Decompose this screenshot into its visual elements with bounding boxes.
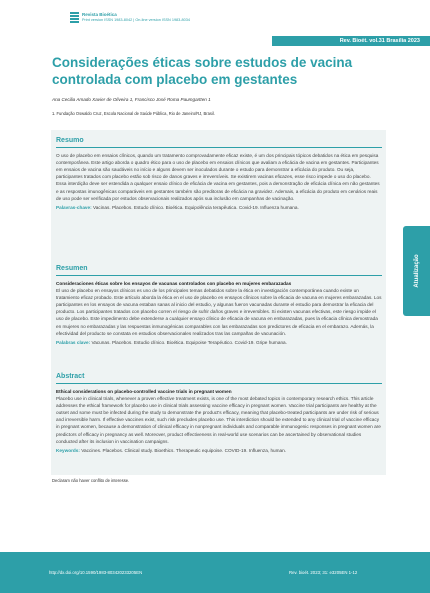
resumen-subtitle: Consideraciones éticas sobre los ensayos de vacunas controlados con placebo en mujeres embarazadas — [56, 280, 292, 286]
resumo-title: Resumo — [56, 137, 84, 144]
issue-banner-text: Rev. Bioét. vol.31 Brasília 2023 — [339, 37, 420, 44]
issue-banner — [272, 36, 430, 46]
resumen-section — [56, 265, 382, 346]
article-affiliation: 1. Fundação Oswaldo Cruz, Escola Nacional de Saúde Pública, Rio de Janeiro/RJ, Brasil. — [52, 111, 215, 116]
journal-name: Revista Bioética — [82, 12, 117, 17]
journal-logo-icon — [70, 12, 79, 24]
section-divider — [56, 275, 382, 276]
abstract-keywords-label: Keywords: — [56, 447, 80, 453]
conflict-statement: Declaram não haver conflito de interesse. — [52, 478, 130, 483]
section-divider — [56, 383, 382, 384]
resumo-keywords-label: Palavras-chave: — [56, 204, 92, 210]
section-side-tab — [403, 226, 430, 316]
doi-link[interactable]: http://dx.doi.org/10.1590/1983-803420233205EN — [49, 570, 143, 575]
abstract-keywords-text: Vaccines. Placebos. Clinical study. Bioethics. Therapeutic equipoise. COVID-19. Influenza, human. — [81, 447, 287, 453]
abstract-body: Placebo use in clinical trials, whenever a proven effective treatment exists, is one of the most debated topics in contemporary research ethics. This article addresses the ethical framework for placebo use in clinical trials assessing vaccine efficacy in pregnant women. Vaccine trial participants are healthy at the outset and some must be infected during the study to demonstrate the product's efficacy, meaning that placebo-treated participants are under risk of serious and irreversible harm. If effective vaccines exist, such risk precludes placebo use. This interdiction should be extended to any clinical trial of vaccine efficacy in pregnant women, because a demonstration of clinical efficacy in nonpregnant individuals and comparable immunogenic responses in pregnant women are predictors of efficacy in pregnancy as well. Moreover, product effectiveness in real-world use scenarios can be ascertained by observational studies conducted after its inclusion in vaccination campaigns. — [56, 395, 381, 444]
abstract-title: Abstract — [56, 373, 85, 380]
abstract-section — [56, 373, 382, 454]
page-header — [0, 0, 430, 50]
resumen-keywords-label: Palabras clave: — [56, 339, 91, 345]
resumo-keywords — [56, 204, 382, 211]
resumen-keywords-text: Vacunas. Placebos. Estudio clínico. Bioética. Equipoise Terapéutico. Covid-19. Gripe humana. — [91, 339, 287, 345]
article-authors: Ana Cecilia Amado Xavier de Oliveira 1, Francisco José Roma Paumgartten 1 — [52, 97, 211, 102]
footer-citation: Rev. bioét. 2023; 31: e3205EN 1-12 — [289, 570, 358, 575]
resumo-body: O uso de placebo em ensaios clínicos, quando um tratamento comprovadamente eficaz existe, é um dos principais tópicos debatidos na ética em pesquisa contemporânea. Este artigo aborda o quadro ético para o uso de placebo em ensaios clínicos que avaliam a eficácia de vacina em gestantes. Participantes em ensaios de vacina são saudáveis no início e alguns devem ser inoculados durante o estudo para demonstrar a eficácia do produto. Ou seja, participantes tratados com placebo estão sob risco de danos graves e irreversíveis. Se existirem vacinas eficazes, esse risco impede o uso do placebo. Essa interdição deve ser estendida a qualquer ensaio clínico de eficácia de vacina em gestantes, pois a demonstração de eficácia clínica em não gestantes e as respostas imunogênicas comparáveis em gestantes também são preditoras de eficácia na gravidez. Ademais, a eficácia do produto em cenários reais de uso pode ser verificada por estudos observacionais realizados após sua inclusão em campanhas de vacinação. — [56, 152, 380, 201]
section-divider — [56, 147, 382, 148]
resumen-body: El uso de placebo en ensayos clínicos es uno de los principales temas debatidos sobre la ética en investigación contemporánea cuando existe un tratamiento eficaz probado. Este artículo aborda la ética en el uso de placebo en ensayos clínicos sobre la eficacia de vacuna en mujeres embarazadas. Los participantes en los ensayos de vacuna estaban sanas al inicio del estudio, y algunas fueron vacunadas durante el estudio para demostrar la eficacia del producto. Los participantes tratados con placebo corren el riesgo de sufrir daños graves e irreversibles. Si existen vacunas efectivas, este riesgo impide el uso de placebo. Este impedimento debe extenderse a cualquier ensayo clínico de eficacia de vacuna en embarazadas, pues la eficacia clínica demostrada en mujeres no embarazadas y las respuestas inmunogénicas comparables con las embarazadas son predictores de eficacia en el embarazo. Además, la efectividad del producto se constata en estudios observacionales realizados tras las campañas de vacunación. — [56, 287, 382, 336]
section-side-tab-label: Atualização — [413, 254, 420, 288]
abstract-keywords — [56, 447, 382, 454]
resumo-section — [56, 137, 382, 211]
journal-issn: Print version ISSN 1983-8042 | On-line version ISSN 1983-8034 — [82, 18, 190, 22]
article-title: Considerações éticas sobre estudos de vacina controlada com placebo em gestantes — [52, 55, 353, 87]
abstract-subtitle: Ethical considerations on placebo-controlled vaccine trials in pregnant women — [56, 388, 232, 394]
resumo-keywords-text: Vacinas. Placebos. Estudo clínico. Bioética. Equipolência terapêutica. Covid-19. Influenza humana. — [93, 204, 299, 210]
resumen-title: Resumen — [56, 265, 88, 272]
page-footer — [0, 552, 430, 593]
resumen-keywords — [56, 339, 382, 346]
